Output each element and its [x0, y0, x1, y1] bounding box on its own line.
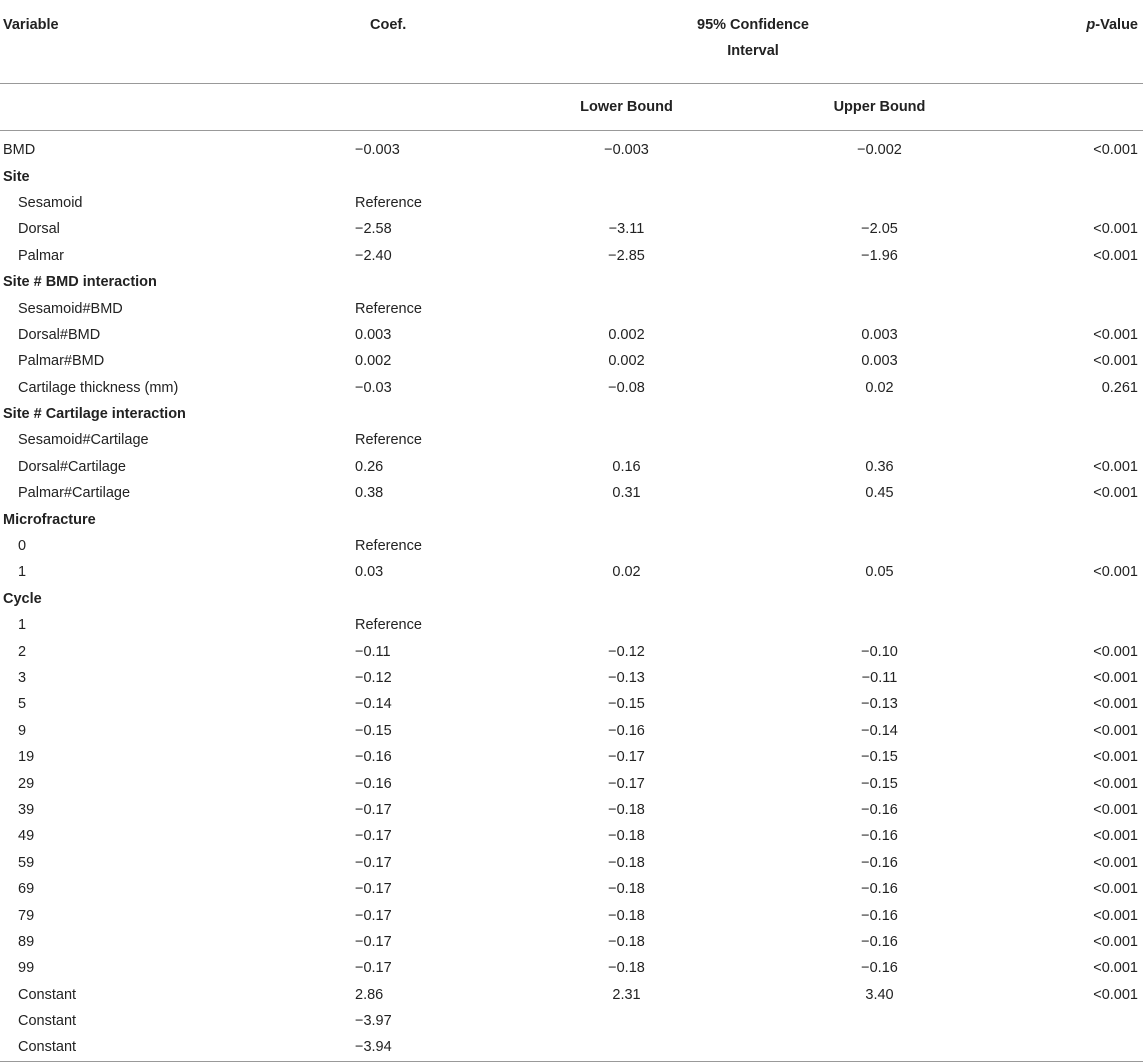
- lower-bound-cell: [500, 1034, 753, 1061]
- table-row: [0, 533, 1143, 559]
- variable-cell: 2: [18, 643, 27, 660]
- p-value-cell: <0.001: [1093, 749, 1138, 766]
- variable-cell: Dorsal: [18, 221, 60, 238]
- coef-cell: 0.03: [355, 564, 384, 581]
- table-row: [0, 797, 1143, 823]
- variable-cell: 1: [18, 617, 27, 634]
- upper-bound-cell: −0.13: [861, 696, 898, 713]
- section-row: [0, 269, 1143, 295]
- coef-cell: −0.17: [355, 801, 392, 818]
- lower-bound-cell: −0.15: [608, 696, 645, 713]
- coef-cell: −0.17: [355, 907, 392, 924]
- variable-cell: Palmar: [18, 247, 64, 264]
- variable-cell: Palmar#Cartilage: [18, 485, 131, 502]
- header-row: [0, 0, 1143, 84]
- upper-bound-cell: 0.02: [865, 379, 894, 396]
- upper-bound-cell: −0.11: [861, 670, 898, 686]
- table-row: [0, 454, 1143, 480]
- section-heading: Site # BMD interaction: [3, 274, 157, 291]
- table-row: [0, 612, 1143, 638]
- subheader-blank-1: [0, 84, 280, 131]
- upper-bound-cell: −2.05: [861, 221, 898, 238]
- section-row: [0, 401, 1143, 427]
- variable-cell: Dorsal#BMD: [18, 326, 101, 343]
- coef-cell: Reference: [355, 300, 422, 317]
- lower-bound-cell: 0.02: [612, 564, 641, 581]
- section-heading: Microfracture: [3, 511, 96, 528]
- header-p-value: [1006, 0, 1143, 84]
- upper-bound-cell: 0.003: [861, 326, 898, 343]
- lower-bound-cell: 0.002: [608, 326, 645, 343]
- lower-bound-cell: [500, 533, 753, 559]
- lower-bound-cell: 0.31: [612, 485, 641, 502]
- upper-bound-cell: −0.16: [861, 960, 898, 977]
- section-heading: Site # Cartilage interaction: [3, 406, 186, 423]
- coef-cell: −0.003: [355, 142, 400, 159]
- table-row: [0, 691, 1143, 717]
- lower-bound-cell: −0.08: [608, 379, 645, 396]
- table-row: [0, 243, 1143, 269]
- lower-bound-cell: [500, 612, 753, 638]
- header-p-suffix: -Value: [1095, 17, 1138, 33]
- section-row: [0, 506, 1143, 532]
- upper-bound-cell: 0.003: [861, 353, 898, 370]
- lower-bound-cell: −0.18: [608, 881, 645, 898]
- variable-cell: Constant: [18, 986, 77, 1003]
- table-row: [0, 1034, 1143, 1061]
- coef-cell: 0.26: [355, 458, 384, 475]
- upper-bound-cell: −0.16: [861, 801, 898, 818]
- table-body: [0, 131, 1143, 1062]
- p-value-cell: <0.001: [1093, 986, 1138, 1003]
- lower-bound-cell: −0.18: [608, 854, 645, 871]
- section-heading: Site: [3, 168, 30, 185]
- p-value-cell: <0.001: [1093, 828, 1138, 845]
- variable-cell: 99: [18, 960, 35, 977]
- p-value-cell: <0.001: [1093, 142, 1138, 159]
- header-ci-line2: Interval: [727, 43, 779, 59]
- lower-bound-cell: −0.003: [604, 142, 649, 159]
- p-value-cell: <0.001: [1093, 221, 1138, 238]
- coef-cell: −3.97: [355, 1013, 392, 1030]
- lower-bound-cell: −0.18: [608, 907, 645, 924]
- upper-bound-cell: [753, 427, 1006, 453]
- table-row: [0, 427, 1143, 453]
- coef-cell: −0.17: [355, 933, 392, 950]
- coef-cell: Reference: [355, 617, 422, 634]
- variable-cell: 39: [18, 801, 35, 818]
- table-row: [0, 559, 1143, 585]
- p-value-cell: <0.001: [1093, 485, 1138, 502]
- subheader-blank-2: [280, 84, 500, 131]
- lower-bound-cell: −0.17: [608, 749, 645, 766]
- p-value-cell: <0.001: [1093, 960, 1138, 977]
- variable-cell: Sesamoid: [18, 194, 83, 211]
- table-row: [0, 348, 1143, 374]
- coef-cell: −2.58: [355, 221, 392, 238]
- p-value-cell: <0.001: [1093, 722, 1138, 739]
- p-value-cell: <0.001: [1093, 670, 1138, 686]
- p-value-cell: <0.001: [1093, 854, 1138, 871]
- table-row: [0, 665, 1143, 691]
- coef-cell: −0.11: [355, 643, 391, 660]
- table-row: [0, 295, 1143, 321]
- coef-cell: −2.40: [355, 247, 392, 264]
- subheader-row: [0, 84, 1143, 131]
- upper-bound-cell: 0.45: [865, 485, 894, 502]
- coef-cell: −0.17: [355, 960, 392, 977]
- variable-cell: Constant: [18, 1013, 77, 1030]
- p-value-cell: <0.001: [1093, 458, 1138, 475]
- p-value-cell: <0.001: [1093, 881, 1138, 898]
- table-row: [0, 718, 1143, 744]
- p-value-cell: <0.001: [1093, 696, 1138, 713]
- lower-bound-cell: −0.18: [608, 828, 645, 845]
- coef-cell: 0.002: [355, 353, 392, 370]
- upper-bound-cell: [753, 1008, 1006, 1034]
- section-row: [0, 586, 1143, 612]
- table-row: [0, 955, 1143, 981]
- variable-cell: Sesamoid#BMD: [18, 300, 123, 317]
- header-lower-bound: Lower Bound: [500, 84, 753, 131]
- variable-cell: 19: [18, 749, 35, 766]
- lower-bound-cell: [500, 1008, 753, 1034]
- p-value-cell: <0.001: [1093, 353, 1138, 370]
- p-value-cell: [1006, 295, 1143, 321]
- coef-cell: −0.15: [355, 722, 392, 739]
- table-row: [0, 322, 1143, 348]
- variable-cell: 1: [18, 564, 27, 581]
- table-row: [0, 638, 1143, 664]
- p-value-cell: [1006, 612, 1143, 638]
- upper-bound-cell: [753, 190, 1006, 216]
- section-row: [0, 163, 1143, 189]
- coef-cell: 0.003: [355, 326, 392, 343]
- p-value-cell: <0.001: [1093, 247, 1138, 264]
- coef-cell: −0.14: [355, 696, 392, 713]
- upper-bound-cell: [753, 612, 1006, 638]
- table-row: [0, 190, 1143, 216]
- variable-cell: 29: [18, 775, 35, 792]
- variable-cell: 9: [18, 722, 27, 739]
- lower-bound-cell: −0.18: [608, 933, 645, 950]
- p-value-cell: [1006, 427, 1143, 453]
- variable-cell: Palmar#BMD: [18, 353, 105, 370]
- p-value-cell: <0.001: [1093, 326, 1138, 343]
- upper-bound-cell: [753, 533, 1006, 559]
- lower-bound-cell: −0.18: [608, 801, 645, 818]
- variable-cell: Cartilage thickness (mm): [18, 379, 179, 396]
- variable-cell: 5: [18, 696, 27, 713]
- variable-cell: BMD: [3, 142, 36, 159]
- lower-bound-cell: −3.11: [608, 221, 645, 238]
- table-row: [0, 480, 1143, 506]
- table-row: [0, 744, 1143, 770]
- p-value-cell: [1006, 190, 1143, 216]
- upper-bound-cell: 0.05: [865, 564, 894, 581]
- p-value-cell: <0.001: [1093, 775, 1138, 792]
- upper-bound-cell: −0.16: [861, 933, 898, 950]
- p-value-cell: [1006, 1034, 1143, 1061]
- p-value-cell: <0.001: [1093, 933, 1138, 950]
- header-upper-bound: Upper Bound: [753, 84, 1006, 131]
- variable-cell: 59: [18, 854, 35, 871]
- table-row: [0, 216, 1143, 242]
- upper-bound-cell: [753, 295, 1006, 321]
- upper-bound-cell: −0.15: [861, 749, 898, 766]
- variable-cell: 69: [18, 881, 35, 898]
- lower-bound-cell: 0.002: [608, 353, 645, 370]
- table-row: [0, 902, 1143, 928]
- coef-cell: −0.12: [355, 670, 392, 686]
- table-row: [0, 770, 1143, 796]
- lower-bound-cell: −0.16: [608, 722, 645, 739]
- lower-bound-cell: −2.85: [608, 247, 645, 264]
- lower-bound-cell: 0.16: [612, 458, 641, 475]
- section-heading: Cycle: [3, 590, 42, 607]
- table-row: [0, 375, 1143, 401]
- upper-bound-cell: −0.10: [861, 643, 898, 660]
- p-value-cell: [1006, 533, 1143, 559]
- table-row: [0, 850, 1143, 876]
- upper-bound-cell: −0.16: [861, 854, 898, 871]
- upper-bound-cell: −0.14: [861, 722, 898, 739]
- lower-bound-cell: 2.31: [612, 986, 641, 1003]
- p-value-cell: 0.261: [1101, 379, 1138, 396]
- variable-cell: 79: [18, 907, 35, 924]
- header-coef: Coef.: [280, 0, 500, 84]
- upper-bound-cell: −0.15: [861, 775, 898, 792]
- variable-cell: Constant: [0, 1034, 280, 1061]
- variable-cell: Sesamoid#Cartilage: [18, 432, 149, 449]
- header-p-prefix: p: [1086, 17, 1096, 33]
- p-value-cell: [1006, 1008, 1143, 1034]
- coef-cell: Reference: [355, 194, 422, 211]
- header-variable: Variable: [0, 0, 280, 84]
- variable-cell: 3: [18, 670, 27, 686]
- lower-bound-cell: −0.18: [608, 960, 645, 977]
- upper-bound-cell: −0.16: [861, 907, 898, 924]
- lower-bound-cell: [500, 190, 753, 216]
- table-row: [0, 982, 1143, 1008]
- header-ci: [500, 0, 1006, 84]
- coef-cell: −0.17: [355, 828, 392, 845]
- coef-cell: 0.38: [355, 485, 384, 502]
- variable-cell: Dorsal#Cartilage: [18, 458, 126, 475]
- coef-cell: 2.86: [355, 986, 384, 1003]
- lower-bound-cell: −0.13: [608, 670, 645, 686]
- upper-bound-cell: 3.40: [865, 986, 894, 1003]
- table-row: [0, 823, 1143, 849]
- p-value-cell: <0.001: [1093, 907, 1138, 924]
- upper-bound-cell: −0.16: [861, 828, 898, 845]
- coef-cell: Reference: [355, 538, 422, 555]
- subheader-blank-3: [1006, 84, 1143, 131]
- variable-cell: 49: [18, 828, 35, 845]
- variable-cell: 0: [18, 538, 27, 555]
- header-ci-line1: 95% Confidence: [697, 17, 809, 33]
- p-value-cell: <0.001: [1093, 801, 1138, 818]
- upper-bound-cell: −0.16: [861, 881, 898, 898]
- lower-bound-cell: [500, 427, 753, 453]
- table-row: [0, 131, 1143, 164]
- table-row: [0, 929, 1143, 955]
- lower-bound-cell: −0.12: [608, 643, 645, 660]
- p-value-cell: <0.001: [1093, 643, 1138, 660]
- coef-cell: −0.03: [355, 379, 392, 396]
- lower-bound-cell: −0.17: [608, 775, 645, 792]
- coef-cell: −0.17: [355, 854, 392, 871]
- coef-cell: Reference: [355, 432, 422, 449]
- upper-bound-cell: 0.36: [865, 458, 894, 475]
- upper-bound-cell: −1.96: [861, 247, 898, 264]
- upper-bound-cell: −0.002: [857, 142, 902, 159]
- variable-cell: 89: [18, 933, 35, 950]
- coef-cell: −0.16: [355, 775, 392, 792]
- table-row: [0, 876, 1143, 902]
- p-value-cell: <0.001: [1093, 564, 1138, 581]
- coef-cell: −0.16: [355, 749, 392, 766]
- lower-bound-cell: [500, 295, 753, 321]
- coef-cell: −3.94: [280, 1034, 500, 1061]
- upper-bound-cell: [753, 1034, 1006, 1061]
- coef-cell: −0.17: [355, 881, 392, 898]
- table-row: [0, 1008, 1143, 1034]
